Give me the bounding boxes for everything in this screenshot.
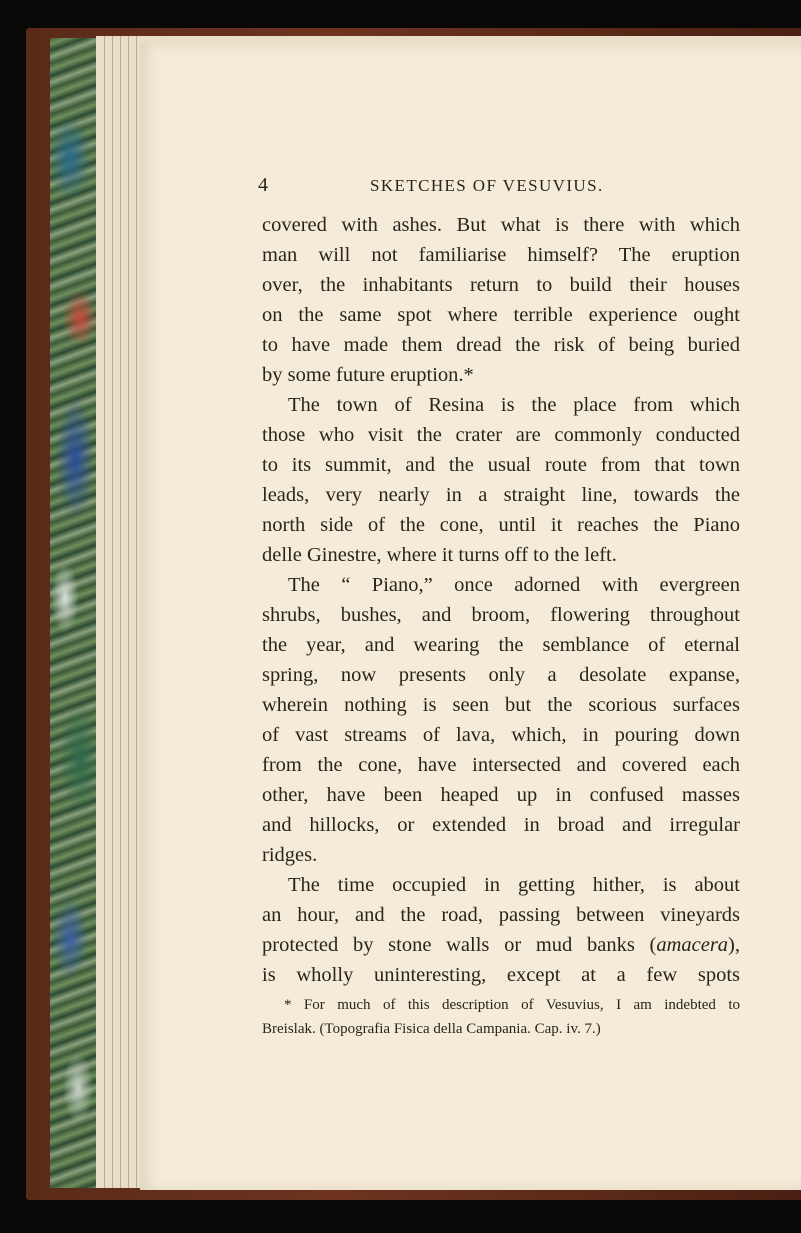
text-line: to have made them dread the risk of being buried xyxy=(262,334,740,356)
text-line xyxy=(262,930,740,960)
page-edge xyxy=(120,36,121,1188)
text-line: The town of Resina is the place from which xyxy=(288,394,740,416)
page-header xyxy=(258,174,728,198)
text-line: spring, now presents only a desolate expanse, xyxy=(262,664,740,686)
text-line: is wholly uninteresting, except at a few spots xyxy=(262,964,740,986)
text-line: and hillocks, or extended in broad and irregular xyxy=(262,814,740,836)
text-line: those who visit the crater are commonly conducted xyxy=(262,424,740,446)
text-line: The “ Piano,” once adorned with evergreen xyxy=(288,574,740,596)
text-line: leads, very nearly in a straight line, towards the xyxy=(262,484,740,506)
text-line: an hour, and the road, passing between vineyards xyxy=(262,904,740,926)
text-line: delle Ginestre, where it turns off to the left. xyxy=(262,544,617,566)
text-line: over, the inhabitants return to build their houses xyxy=(262,274,740,296)
footnote xyxy=(262,993,740,1041)
marbled-endpaper xyxy=(50,38,100,1188)
running-head: SKETCHES OF VESUVIUS. xyxy=(370,176,604,195)
page-edge xyxy=(136,36,137,1188)
text-line: other, have been heaped up in confused masses xyxy=(262,784,740,806)
text-line: to its summit, and the usual route from that town xyxy=(262,454,740,476)
text-line: on the same spot where terrible experience ought xyxy=(262,304,740,326)
text-line: covered with ashes. But what is there with which xyxy=(262,214,740,236)
text-line: man will not familiarise himself? The eruption xyxy=(262,244,740,266)
page-number: 4 xyxy=(258,174,268,196)
footnote-line: Breislak. (Topografia Fisica della Campania. Cap. iv. 7.) xyxy=(262,1021,601,1037)
text-line: shrubs, bushes, and broom, flowering throughout xyxy=(262,604,740,626)
footnote-line: * For much of this description of Vesuvius, I am indebted to xyxy=(284,997,740,1013)
page-edge xyxy=(104,36,105,1188)
text-line: The time occupied in getting hither, is about xyxy=(288,874,740,896)
text-line: north side of the cone, until it reaches the Piano xyxy=(262,514,740,536)
text-line: the year, and wearing the semblance of eternal xyxy=(262,634,740,656)
page-edge xyxy=(112,36,113,1188)
text-segment: ), xyxy=(728,934,740,956)
italic-term: amacera xyxy=(656,934,729,956)
text-segment: protected by stone walls or mud banks ( xyxy=(262,934,657,956)
text-line: wherein nothing is seen but the scorious surfaces xyxy=(262,694,740,716)
body-text xyxy=(262,210,740,990)
page-edge xyxy=(128,36,129,1188)
text-line: by some future eruption.* xyxy=(262,364,474,386)
text-line: ridges. xyxy=(262,844,318,866)
text-line: from the cone, have intersected and covered each xyxy=(262,754,740,776)
text-line: of vast streams of lava, which, in pouring down xyxy=(262,724,740,746)
